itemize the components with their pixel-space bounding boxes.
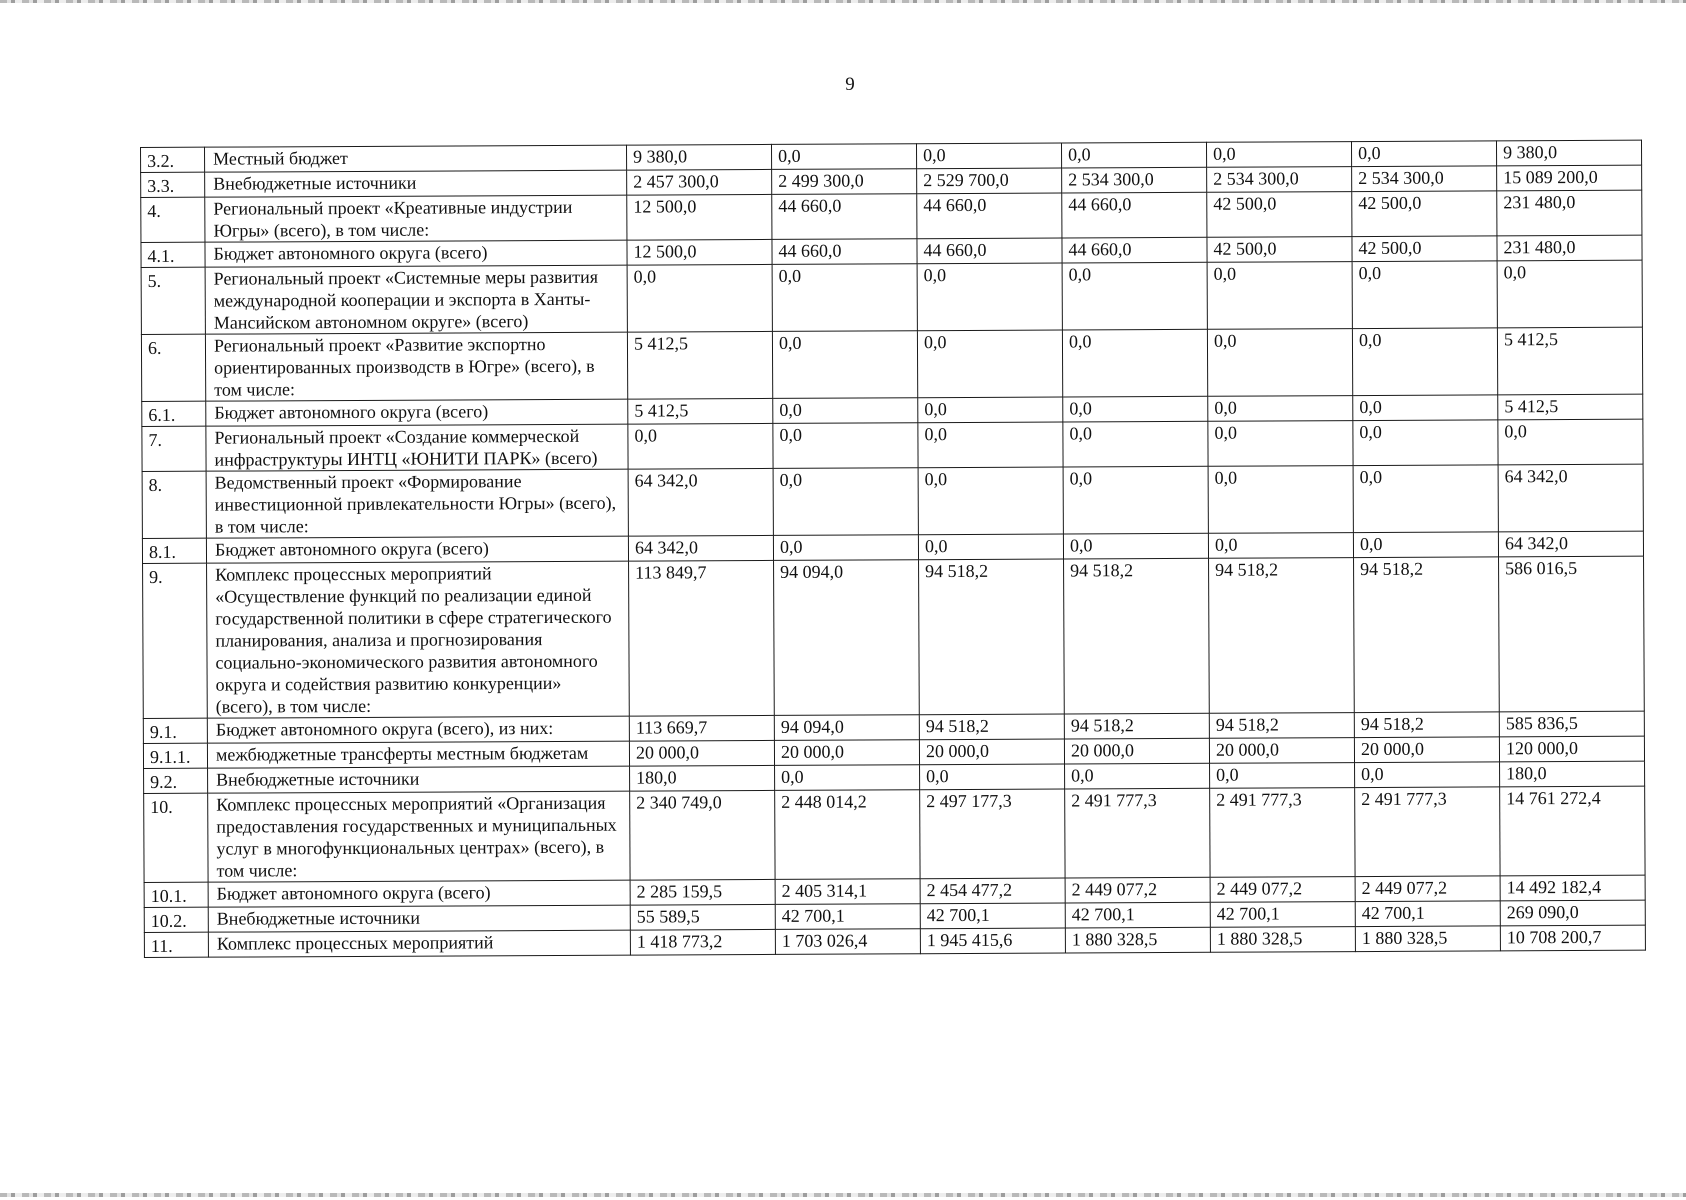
value-cell: 9 380,0 [1496, 140, 1641, 166]
value-cell: 2 448 014,2 [775, 790, 920, 880]
value-cell: 0,0 [1062, 262, 1207, 330]
table-row [141, 190, 1642, 242]
value-cell: 94 518,2 [919, 559, 1065, 715]
row-number-cell: 9.2. [144, 768, 208, 793]
row-name-cell: межбюджетные трансферты местным бюджетам [207, 741, 629, 768]
row-name-cell: Бюджет автономного округа (всего) [206, 536, 628, 563]
value-cell: 231 480,0 [1497, 235, 1642, 261]
value-cell: 0,0 [918, 534, 1063, 560]
row-number-cell: 6.1. [142, 401, 206, 426]
value-cell: 231 480,0 [1497, 190, 1642, 236]
value-cell: 42 700,1 [775, 904, 920, 930]
value-cell: 2 491 777,3 [1065, 788, 1210, 878]
scan-border-bottom [0, 1193, 1686, 1197]
value-cell: 44 660,0 [1062, 192, 1207, 238]
value-cell: 0,0 [1062, 329, 1207, 397]
value-cell: 1 703 026,4 [775, 929, 920, 955]
row-name-cell: Бюджет автономного округа (всего) [206, 399, 628, 426]
value-cell: 14 761 272,4 [1500, 786, 1645, 876]
value-cell: 0,0 [773, 535, 918, 561]
value-cell: 42 500,0 [1352, 236, 1497, 262]
value-cell: 5 412,5 [627, 331, 772, 399]
value-cell: 180,0 [630, 765, 775, 791]
row-name-cell: Внебюджетные источники [208, 766, 630, 793]
value-cell: 0,0 [1351, 141, 1496, 167]
row-name-cell: Ведомственный проект «Формирование инвестиционной привлекательности Югры» (всего), в том числе: [206, 469, 628, 538]
row-number-cell: 4. [141, 197, 205, 242]
value-cell: 94 518,2 [1354, 712, 1499, 738]
value-cell: 0,0 [1352, 328, 1497, 396]
row-name-cell: Комплекс процессных мероприятий [208, 930, 630, 957]
value-cell: 2 457 300,0 [627, 169, 772, 195]
row-number-cell: 11. [144, 932, 208, 957]
value-cell: 0,0 [918, 467, 1063, 535]
value-cell: 12 500,0 [627, 194, 772, 240]
value-cell: 2 491 777,3 [1210, 788, 1355, 878]
value-cell: 0,0 [1208, 421, 1353, 467]
value-cell: 20 000,0 [1209, 738, 1354, 764]
value-cell: 42 700,1 [920, 903, 1065, 929]
value-cell: 0,0 [1208, 396, 1353, 422]
value-cell: 1 418 773,2 [630, 929, 775, 955]
value-cell: 585 836,5 [1499, 711, 1644, 737]
value-cell: 2 534 300,0 [1062, 167, 1207, 193]
value-cell: 20 000,0 [1064, 738, 1209, 764]
value-cell: 2 405 314,1 [775, 879, 920, 905]
table-row [142, 464, 1643, 538]
value-cell: 20 000,0 [1354, 737, 1499, 763]
value-cell: 64 342,0 [628, 535, 773, 561]
row-number-cell: 5. [141, 267, 205, 334]
value-cell: 0,0 [1063, 533, 1208, 559]
value-cell: 94 518,2 [919, 714, 1064, 740]
value-cell: 180,0 [1500, 761, 1645, 787]
table-row [141, 260, 1642, 334]
value-cell: 1 880 328,5 [1210, 927, 1355, 953]
value-cell: 0,0 [773, 468, 918, 536]
table-row [142, 419, 1643, 471]
row-name-cell: Внебюджетные источники [208, 905, 630, 932]
value-cell: 0,0 [1208, 466, 1353, 534]
value-cell: 0,0 [1352, 261, 1497, 329]
value-cell: 20 000,0 [629, 740, 774, 766]
value-cell: 113 669,7 [629, 715, 774, 741]
value-cell: 0,0 [1498, 419, 1643, 465]
budget-table-body [141, 140, 1646, 957]
table-row [143, 556, 1645, 718]
value-cell: 2 534 300,0 [1207, 167, 1352, 193]
row-name-cell: Региональный проект «Креативные индустрии Югры» (всего), в том числе: [205, 195, 627, 242]
value-cell: 2 529 700,0 [917, 168, 1062, 194]
value-cell: 586 016,5 [1499, 556, 1645, 712]
value-cell: 2 497 177,3 [920, 789, 1065, 879]
value-cell: 20 000,0 [919, 739, 1064, 765]
value-cell: 2 499 300,0 [772, 169, 917, 195]
row-number-cell: 9. [143, 563, 208, 718]
value-cell: 9 380,0 [626, 144, 771, 170]
value-cell: 2 491 777,3 [1355, 787, 1500, 877]
value-cell: 0,0 [627, 264, 772, 332]
value-cell: 42 700,1 [1355, 901, 1500, 927]
scan-border-top [0, 0, 1686, 3]
value-cell: 2 449 077,2 [1355, 876, 1500, 902]
table-row [144, 786, 1645, 882]
value-cell: 1 880 328,5 [1355, 926, 1500, 952]
budget-table [140, 140, 1646, 958]
value-cell: 55 589,5 [630, 904, 775, 930]
value-cell: 2 340 749,0 [630, 790, 775, 880]
value-cell: 1 880 328,5 [1065, 927, 1210, 953]
row-number-cell: 3.2. [141, 147, 205, 172]
value-cell: 94 518,2 [1064, 713, 1209, 739]
value-cell: 12 500,0 [627, 239, 772, 265]
row-number-cell: 8.1. [142, 538, 206, 563]
value-cell: 42 700,1 [1210, 902, 1355, 928]
value-cell: 0,0 [1063, 421, 1208, 467]
value-cell: 94 518,2 [1209, 558, 1355, 714]
value-cell: 0,0 [1353, 395, 1498, 421]
row-number-cell: 4.1. [141, 242, 205, 267]
value-cell: 0,0 [1210, 763, 1355, 789]
value-cell: 64 342,0 [628, 468, 773, 536]
value-cell: 94 518,2 [1064, 558, 1210, 714]
value-cell: 0,0 [773, 398, 918, 424]
value-cell: 5 412,5 [1498, 394, 1643, 420]
value-cell: 0,0 [920, 764, 1065, 790]
value-cell: 0,0 [1208, 533, 1353, 559]
value-cell: 0,0 [918, 397, 1063, 423]
value-cell: 0,0 [1065, 763, 1210, 789]
value-cell: 0,0 [1353, 532, 1498, 558]
page-number: 9 [845, 74, 855, 95]
row-number-cell: 3.3. [141, 172, 205, 197]
value-cell: 0,0 [1353, 465, 1498, 533]
row-number-cell: 10.2. [144, 907, 208, 932]
value-cell: 94 094,0 [774, 715, 919, 741]
value-cell: 5 412,5 [1497, 327, 1642, 395]
value-cell: 0,0 [772, 331, 917, 399]
value-cell: 0,0 [1207, 262, 1352, 330]
value-cell: 0,0 [1355, 762, 1500, 788]
value-cell: 2 449 077,2 [1210, 877, 1355, 903]
value-cell: 0,0 [1207, 329, 1352, 397]
row-number-cell: 9.1. [143, 718, 207, 743]
row-name-cell: Региональный проект «Развитие экспортно ориентированных производств в Югре» (всего), в том числе: [205, 332, 627, 401]
value-cell: 0,0 [917, 263, 1062, 331]
row-number-cell: 6. [141, 334, 205, 401]
row-name-cell: Региональный проект «Создание коммерческой инфраструктуры ИНТЦ «ЮНИТИ ПАРК» (всего) [206, 424, 628, 471]
row-name-cell: Бюджет автономного округа (всего) [205, 240, 627, 267]
value-cell: 44 660,0 [917, 238, 1062, 264]
row-number-cell: 10.1. [144, 882, 208, 907]
value-cell: 10 708 200,7 [1500, 925, 1645, 951]
row-number-cell: 7. [142, 426, 206, 471]
value-cell: 5 412,5 [628, 398, 773, 424]
value-cell: 2 454 477,2 [920, 878, 1065, 904]
value-cell: 64 342,0 [1498, 531, 1643, 557]
value-cell: 94 518,2 [1209, 713, 1354, 739]
value-cell: 94 094,0 [774, 560, 920, 716]
value-cell: 0,0 [916, 143, 1061, 169]
value-cell: 0,0 [917, 330, 1062, 398]
row-name-cell: Бюджет автономного округа (всего), из них: [207, 716, 629, 743]
value-cell: 0,0 [772, 264, 917, 332]
value-cell: 42 500,0 [1207, 237, 1352, 263]
value-cell: 44 660,0 [772, 239, 917, 265]
value-cell: 44 660,0 [772, 194, 917, 240]
row-number-cell: 9.1.1. [143, 743, 207, 768]
value-cell: 0,0 [918, 422, 1063, 468]
table-row [141, 327, 1642, 401]
value-cell: 20 000,0 [774, 740, 919, 766]
row-name-cell: Местный бюджет [205, 145, 627, 172]
value-cell: 42 500,0 [1207, 192, 1352, 238]
row-number-cell: 8. [142, 471, 206, 538]
value-cell: 0,0 [1206, 142, 1351, 168]
value-cell: 120 000,0 [1499, 736, 1644, 762]
row-name-cell: Внебюджетные источники [205, 170, 627, 197]
value-cell: 0,0 [1497, 260, 1642, 328]
value-cell: 42 700,1 [1065, 902, 1210, 928]
value-cell: 0,0 [1353, 420, 1498, 466]
value-cell: 44 660,0 [917, 193, 1062, 239]
value-cell: 42 500,0 [1352, 191, 1497, 237]
value-cell: 15 089 200,0 [1497, 165, 1642, 191]
value-cell: 14 492 182,4 [1500, 875, 1645, 901]
value-cell: 0,0 [628, 423, 773, 469]
value-cell: 0,0 [1061, 142, 1206, 168]
value-cell: 2 449 077,2 [1065, 877, 1210, 903]
value-cell: 64 342,0 [1498, 464, 1643, 532]
value-cell: 0,0 [1063, 466, 1208, 534]
value-cell: 44 660,0 [1062, 237, 1207, 263]
value-cell: 94 518,2 [1354, 557, 1500, 713]
row-number-cell: 10. [144, 793, 208, 882]
value-cell: 2 534 300,0 [1352, 166, 1497, 192]
value-cell: 113 849,7 [629, 560, 775, 716]
value-cell: 1 945 415,6 [920, 928, 1065, 954]
row-name-cell: Бюджет автономного округа (всего) [208, 880, 630, 907]
value-cell: 0,0 [775, 765, 920, 791]
value-cell: 2 285 159,5 [630, 879, 775, 905]
value-cell: 0,0 [1063, 396, 1208, 422]
row-name-cell: Региональный проект «Системные меры развития международной кооперации и экспорта в Ханты-Мансийском автономном округе» (всего) [205, 265, 627, 334]
value-cell: 269 090,0 [1500, 900, 1645, 926]
row-name-cell: Комплекс процессных мероприятий «Организация предоставления государственных и муниципальных услуг в многофункциональных центрах» (всего), в том числе: [208, 791, 630, 882]
value-cell: 0,0 [771, 144, 916, 170]
value-cell: 0,0 [773, 423, 918, 469]
row-name-cell: Комплекс процессных мероприятий «Осуществление функций по реализации единой государственной политики в сфере стратегического планирования, анализа и прогнозирования социально-экономического развития автономного округа и содействия развитию конкуренции» (всего), в том числе: [207, 561, 630, 718]
